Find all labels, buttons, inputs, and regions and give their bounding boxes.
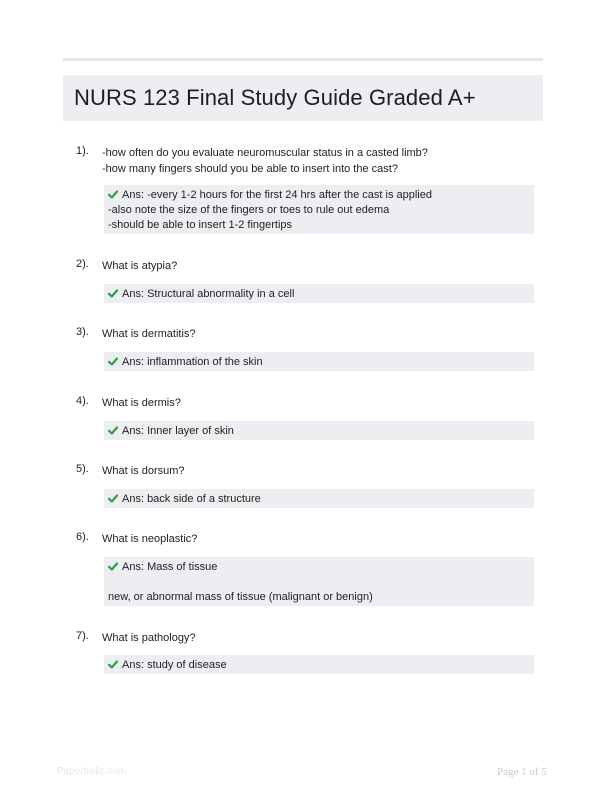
answer-text: Ans: Structural abnormality in a cell [122,288,295,300]
check-icon [108,494,118,503]
answer-box [104,489,534,508]
question-line: What is neoplastic? [102,533,198,545]
question-number: 2). [76,258,89,270]
question-line: What is atypia? [102,260,178,272]
question-text [102,463,537,479]
question-text [102,630,537,646]
question-number: 5). [76,463,89,475]
question-number: 1). [76,145,89,157]
question-line: What is dermatitis? [102,328,196,340]
question-line: -how many fingers should you be able to insert into the cast? [102,163,398,175]
answer-text: Ans: Mass of tissue [122,561,218,573]
answer-box [104,421,534,440]
answer-line [108,424,534,439]
question-text [102,145,537,177]
answer-box [104,284,534,303]
answer-box [104,655,534,674]
question-number: 7). [76,630,89,642]
answer-note: new, or abnormal mass of tissue (malignant or benign) [108,591,373,603]
check-icon [108,660,118,669]
answer-line [108,355,534,370]
question-number: 4). [76,395,89,407]
footer-source: Papertrolic.com [57,766,127,777]
question-line: What is dorsum? [102,465,185,477]
check-icon [108,289,118,298]
answer-line [108,287,534,302]
check-icon [108,562,118,571]
question-line: What is dermis? [102,397,181,409]
page-title: NURS 123 Final Study Guide Graded A+ [74,85,476,110]
answer-line [108,658,534,673]
question-number: 3). [76,326,89,338]
question-line: What is pathology? [102,632,196,644]
question-text [102,258,537,274]
question-text [102,531,537,547]
answer-box [104,557,534,606]
answer-text: Ans: -every 1-2 hours for the first 24 hrs after the cast is applied [122,189,432,201]
answer-box [104,185,534,234]
question-number: 6). [76,531,89,543]
page-indicator: Page 1 of 5 [497,766,547,778]
answer-line: -also note the size of the fingers or toes to rule out edema [108,204,390,216]
check-icon [108,426,118,435]
answer-line [108,492,534,507]
check-icon [108,190,118,199]
answer-text: Ans: back side of a structure [122,493,261,505]
check-icon [108,357,118,366]
answer-line [108,560,534,575]
answer-text: Ans: inflammation of the skin [122,356,263,368]
question-text [102,326,537,342]
answer-text: Ans: study of disease [122,659,227,671]
title-banner [63,75,543,121]
answer-line: -should be able to insert 1-2 fingertips [108,219,293,231]
answer-box [104,352,534,371]
question-line: -how often do you evaluate neuromuscular status in a casted limb? [102,147,428,159]
answer-line [108,188,534,203]
header-rule [63,58,543,61]
answer-text: Ans: Inner layer of skin [122,425,234,437]
question-text [102,395,537,411]
